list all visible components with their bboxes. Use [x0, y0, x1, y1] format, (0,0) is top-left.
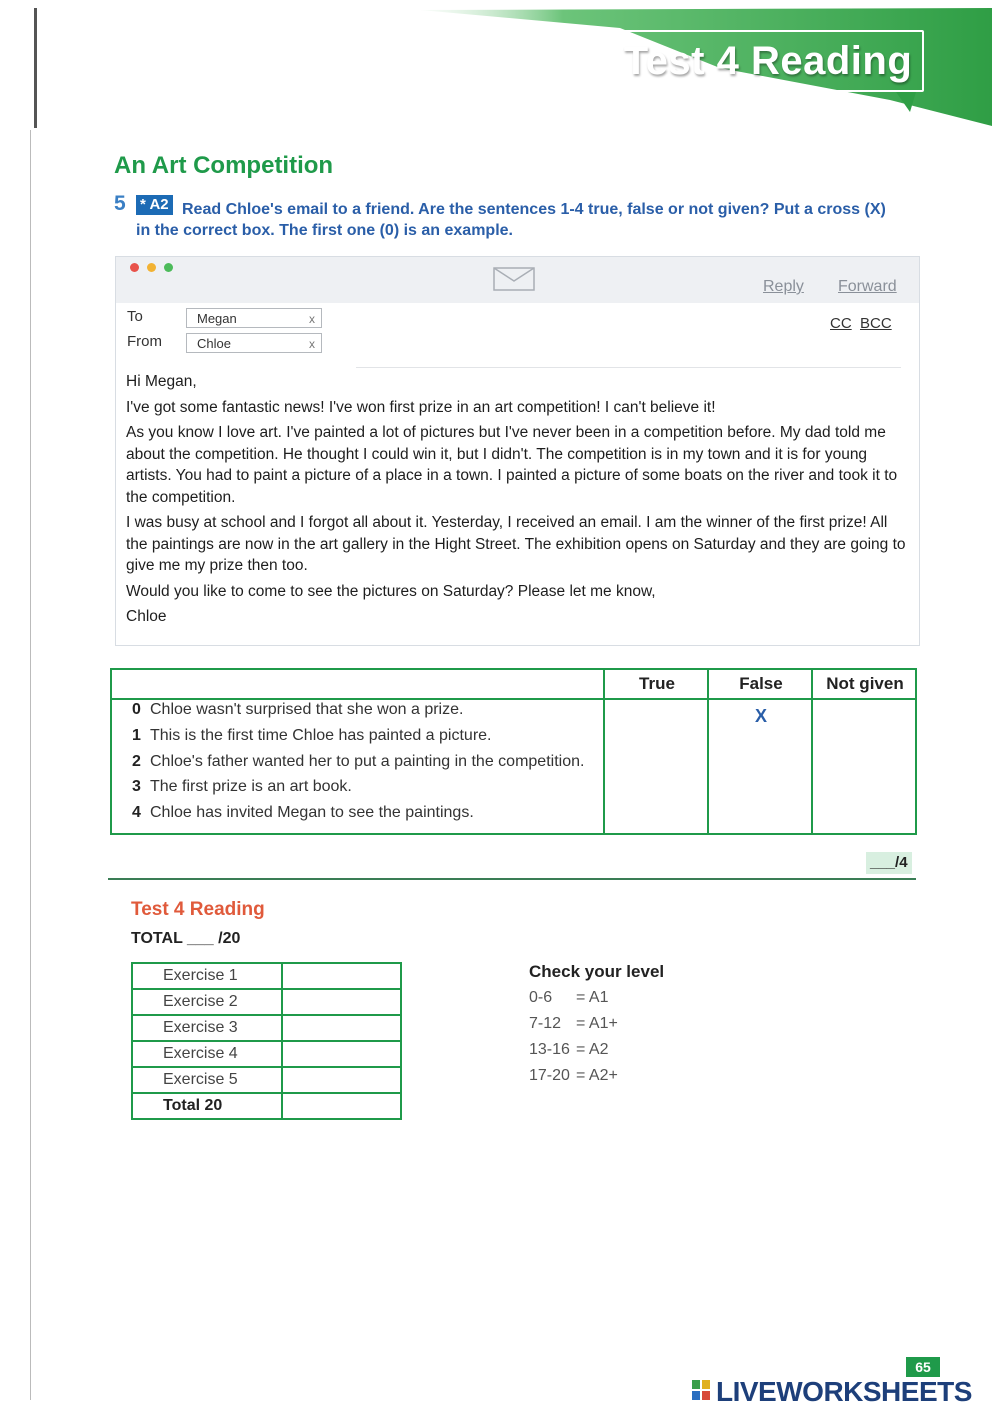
statement-number: 3 — [132, 778, 141, 795]
page-title: Test 4 Reading — [623, 38, 913, 83]
exercise-score[interactable]: ___/4 — [866, 852, 912, 874]
header-title-box — [612, 30, 924, 92]
exercise-score-cell[interactable] — [282, 989, 401, 1015]
total-score-cell[interactable] — [282, 1093, 401, 1119]
email-paragraph-3: I was busy at school and I forgot all about it. Yesterday, I received an email. I am the winner of the first prize! All the paintings are now in the art gallery in the Hight Street. The exhibition opens on Saturday and they are going to give me my prize then too. — [126, 514, 906, 574]
to-label: To — [127, 308, 143, 325]
window-maximize-dot — [164, 263, 173, 272]
from-label: From — [127, 333, 162, 350]
statement-text: This is the first time Chloe has painted a picture. — [150, 727, 492, 744]
email-body — [126, 371, 908, 632]
statement-row — [132, 701, 463, 719]
table-row — [132, 963, 401, 989]
from-field[interactable] — [186, 333, 322, 353]
exercise-score-cell[interactable] — [282, 963, 401, 989]
table-row — [132, 1093, 401, 1119]
page-number: 65 — [906, 1357, 940, 1377]
summary-title: Test 4 Reading — [131, 899, 265, 920]
level-value: = A1 — [576, 989, 609, 1006]
window-close-dot — [130, 263, 139, 272]
true-false-table — [110, 668, 917, 835]
exercise-label: Exercise 1 — [132, 963, 282, 989]
header-false: False — [739, 674, 783, 693]
table-header-rule — [112, 698, 915, 700]
exercise-score-table — [131, 962, 402, 1120]
table-divider — [811, 670, 813, 833]
statement-text: Chloe's father wanted her to put a painting in the competition. — [150, 753, 585, 770]
statement-number: 0 — [132, 701, 141, 718]
remove-sender-icon[interactable]: x — [309, 337, 315, 351]
email-window — [115, 256, 920, 646]
to-value: Megan — [197, 311, 237, 326]
email-greeting: Hi Megan, — [126, 373, 197, 390]
email-paragraph-1: I've got some fantastic news! I've won first prize in an art competition! I can't believe it! — [126, 398, 716, 416]
statement-text: The first prize is an art book. — [150, 778, 352, 795]
statement-row — [132, 778, 352, 796]
total-label: Total 20 — [132, 1093, 282, 1119]
level-value: = A2 — [576, 1041, 609, 1058]
to-field[interactable] — [186, 308, 322, 328]
email-divider — [356, 367, 901, 368]
statement-number: 1 — [132, 727, 141, 744]
exercise-score-cell[interactable] — [282, 1041, 401, 1067]
statement-text: Chloe has invited Megan to see the paintings. — [150, 804, 474, 821]
liveworksheets-watermark: LIVEWORKSHEETS — [716, 1376, 972, 1407]
table-row — [132, 989, 401, 1015]
table-divider — [603, 670, 605, 833]
reply-link[interactable]: Reply — [763, 278, 804, 295]
from-value: Chloe — [197, 336, 231, 351]
window-minimize-dot — [147, 263, 156, 272]
level-range: 7-12 — [529, 1015, 562, 1032]
exercise-score-cell[interactable] — [282, 1067, 401, 1093]
exercise-label: Exercise 3 — [132, 1015, 282, 1041]
level-range: 17-20 — [529, 1067, 570, 1084]
level-row — [529, 1041, 608, 1059]
table-row — [132, 1067, 401, 1093]
check-level-title: Check your level — [529, 962, 665, 981]
statement-row — [132, 753, 584, 771]
liveworksheets-logo-icon — [692, 1380, 710, 1400]
section-rule — [108, 878, 916, 880]
page-binding-line — [34, 8, 37, 128]
email-toolbar — [116, 257, 919, 303]
table-divider — [707, 670, 709, 833]
level-row — [529, 1015, 618, 1033]
exercise-label: Exercise 4 — [132, 1041, 282, 1067]
task-number: 5 — [114, 192, 126, 215]
level-row — [529, 1067, 618, 1085]
email-signature: Chloe — [126, 608, 167, 625]
example-cross-mark: X — [755, 706, 768, 726]
level-value: = A2+ — [576, 1067, 618, 1084]
statement-text: Chloe wasn't surprised that she won a prize. — [150, 701, 464, 718]
level-range: 0-6 — [529, 989, 553, 1006]
header-not-given: Not given — [826, 674, 904, 693]
level-value: = A1+ — [576, 1015, 618, 1032]
total-score: TOTAL ___ /20 — [131, 930, 241, 947]
remove-recipient-icon[interactable]: x — [309, 312, 315, 326]
page-margin-line — [30, 130, 31, 1400]
statement-number: 2 — [132, 753, 141, 770]
bcc-link[interactable]: BCC — [860, 315, 892, 332]
exercise-label: Exercise 5 — [132, 1067, 282, 1093]
level-badge: * A2 — [136, 195, 173, 215]
level-range: 13-16 — [529, 1041, 570, 1058]
statement-number: 4 — [132, 804, 141, 821]
header-true: True — [639, 674, 675, 693]
instruction-line-2: in the correct box. The first one (0) is an example. — [136, 222, 513, 239]
level-row — [529, 989, 608, 1007]
email-paragraph-2: As you know I love art. I've painted a lot of pictures but I've never been in a competition before. My dad told me about the competition. He thought I could win it, but I didn't. The competition is in my town and it is for young artists. You had to paint a picture of a place in a town. I painted a picture of some boats on the river and took it to the competition. — [126, 424, 898, 506]
forward-link[interactable]: Forward — [838, 278, 897, 295]
email-paragraph-4: Would you like to come to see the pictures on Saturday? Please let me know, — [126, 582, 656, 600]
instruction-line-1: Read Chloe's email to a friend. Are the sentences 1-4 true, false or not given? Put a cross (X) — [182, 201, 886, 218]
exercise-label: Exercise 2 — [132, 989, 282, 1015]
section-title: An Art Competition — [114, 152, 334, 179]
cc-link[interactable]: CC — [830, 315, 852, 332]
exercise-score-cell[interactable] — [282, 1015, 401, 1041]
table-row — [132, 1015, 401, 1041]
statement-row — [132, 804, 474, 822]
table-row — [132, 1041, 401, 1067]
envelope-icon — [493, 267, 535, 291]
statement-row — [132, 727, 492, 745]
